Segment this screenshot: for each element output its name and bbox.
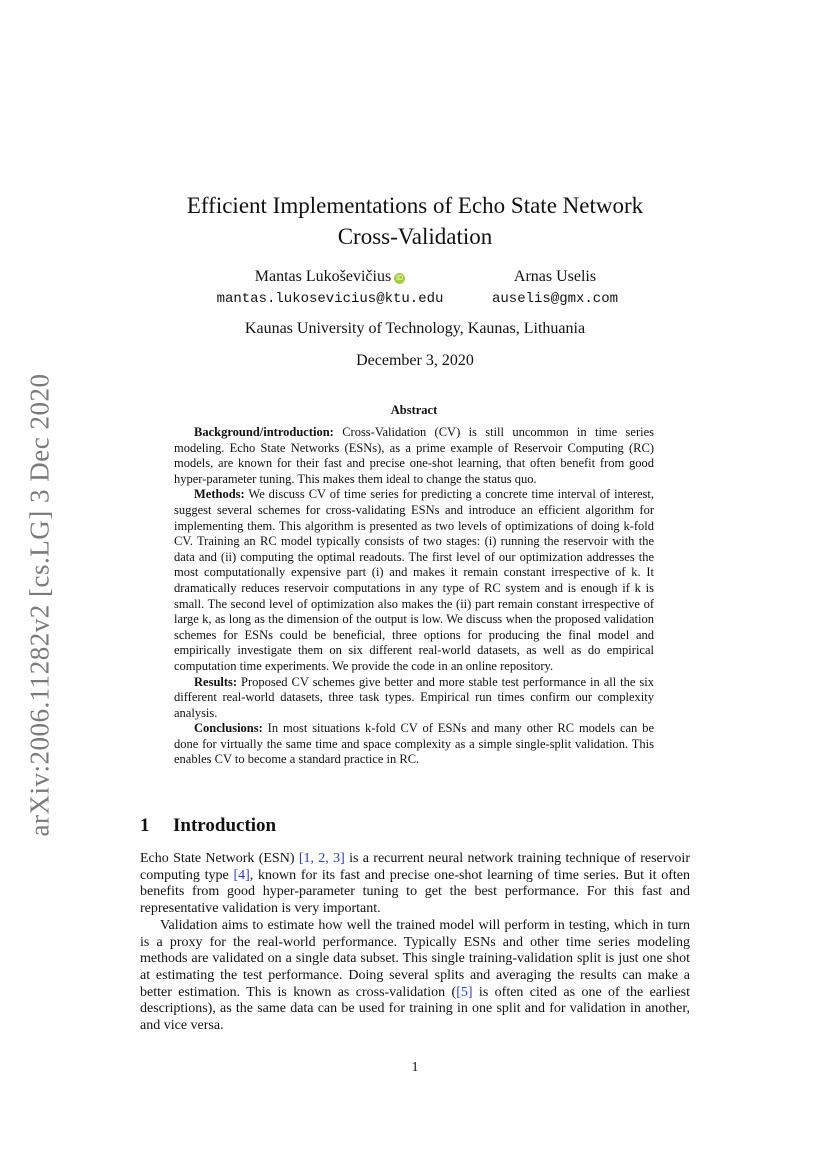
author-2-name: Arnas Uselis	[513, 268, 597, 285]
citation-link[interactable]: [5]	[456, 984, 473, 1000]
methods-text: We discuss CV of time series for predicting a concrete time interval of interest, suggest several schemes for cross-validating ESNs and introduce an efficient algorithm for implementing them. This algorithm is presented as two levels of optimizations of doing k-fold CV. Training an RC model typically consists of two stages: (i) running the reservoir with the data and (ii) computing the optimal readouts. The first level of our optimization addresses the most computationally expensive part (i) and makes it remain constant irrespective of k. It dramatically reduces reservoir computations in any type of RC system and is enough if k is small. The second level of optimization also makes the (ii) part remain constant irrespective of large k, as long as the dimension of the output is low. We discuss when the proposed validation schemes for ESNs could be beneficial, three options for producing the final model and empirically investigate them on six different real-world datasets, as well as do empirical computation time experiments. We provide the code in an online repository.	[174, 487, 654, 673]
citation-link[interactable]: [4]	[233, 867, 250, 883]
paper-title-line-1: Efficient Implementations of Echo State Network	[186, 193, 644, 218]
conclusions-text: In most situations k-fold CV of ESNs and many other RC models can be done for virtually the same time and space complexity as a simple single-split validation. This enables CV to become a standard practice in RC.	[174, 721, 654, 767]
publication-date: December 3, 2020	[356, 352, 474, 369]
page-number: 1	[411, 1060, 419, 1075]
intro-paragraph-1	[140, 851, 690, 918]
background-label: Background/introduction:	[194, 425, 334, 439]
conclusions-label: Conclusions:	[194, 721, 263, 736]
section-heading	[140, 815, 276, 837]
author-1-name-line	[205, 266, 455, 288]
affiliation: Kaunas University of Technology, Kaunas, Lithuania	[244, 320, 586, 337]
paper-title-line-2: Cross-Validation	[337, 224, 493, 249]
author-1	[205, 266, 455, 310]
abstract	[174, 425, 654, 768]
results-label: Results:	[194, 674, 238, 689]
author-1-email[interactable]: mantas.lukosevicius@ktu.edu	[216, 291, 444, 307]
citation-link[interactable]: [1, 2, 3]	[298, 851, 345, 866]
methods-label: Methods:	[194, 487, 245, 502]
abstract-conclusions	[174, 721, 654, 768]
author-2	[470, 266, 640, 310]
author-2-email[interactable]: auselis@gmx.com	[491, 291, 619, 307]
arxiv-identifier-text: arXiv:2006.11282v2 [cs.LG] 3 Dec 2020	[24, 373, 55, 837]
results-text: Proposed CV schemes give better and more stable test performance in all the six different real-world datasets, three task types. Empirical run times confirm our complexity analysis.	[174, 674, 654, 720]
arxiv-identifier	[12, 370, 68, 840]
abstract-background	[174, 425, 654, 487]
orcid-icon[interactable]: iD	[394, 273, 405, 284]
abstract-heading: Abstract	[390, 403, 438, 417]
intro-text: Echo State Network (ESN)	[140, 851, 299, 866]
author-1-name: Mantas Lukoševičius	[254, 268, 392, 285]
intro-text: Validation aims to estimate how well the trained model will perform in testing, which in turn is a proxy for the real-world performance. Typically ESNs and other time series modeling methods are validated on a single data subset. This single training-validation split is just one shot at estimating the test performance. Doing several splits and averaging the results can make a better estimation. This is known as cross-validation (	[140, 917, 690, 1000]
section-title: Introduction	[173, 815, 277, 836]
section-number: 1	[140, 815, 150, 836]
background-text: Cross-Validation (CV) is still uncommon in time series modeling. Echo State Networks (ESNs), as a prime example of Reservoir Computing (RC) models, are known for their fast and precise one-shot learning, that often benefit from good hyper-parameter tuning. This makes them ideal to change the status quo.	[174, 425, 654, 486]
abstract-results	[174, 675, 654, 722]
intro-text: , known for its fast and precise one-shot learning of time series. But it often benefits from good hyper-parameter tuning to get the best performance. For this fast and representative validation is very important.	[140, 867, 690, 917]
intro-text: is often cited as one of the earliest descriptions), as the same data can be used for training in one split and for validation in another, and vice versa.	[140, 984, 690, 1034]
intro-paragraph-2	[140, 918, 690, 1035]
intro-text: is a recurrent neural network training technique of reservoir computing type	[140, 851, 690, 883]
introduction-body	[140, 851, 690, 1035]
abstract-methods	[174, 487, 654, 674]
